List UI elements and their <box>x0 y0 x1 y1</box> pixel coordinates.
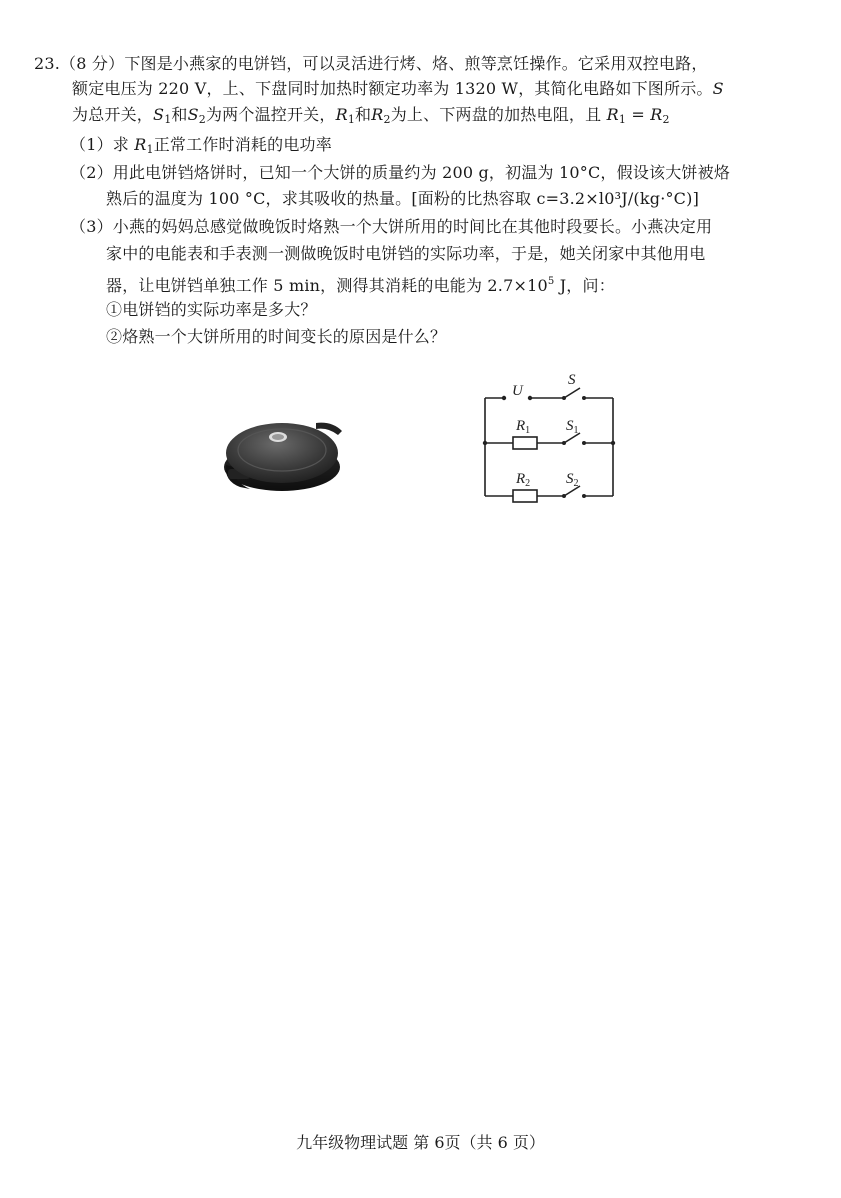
page-footer: 九年级物理试题 第 6页（共 6 页） <box>296 1133 545 1152</box>
part-3-sub-1: ①电饼铛的实际功率是多大？ <box>106 300 317 319</box>
circuit-diagram <box>478 368 623 503</box>
label-S2: $S_2$ <box>566 471 579 489</box>
label-U: U <box>512 383 523 399</box>
switch-pivot-dot <box>562 441 566 445</box>
switch-pivot-dot <box>562 494 566 498</box>
terminal-dot <box>502 396 506 400</box>
part-2-line-2: 熟后的温度为 100 °C，求其吸收的热量。[面粉的比热容取 c=3.2×l0³J/(kg·°C)] <box>106 189 700 208</box>
part-3-line-1: （3）小燕的妈妈总感觉做晚饭时烙熟一个大饼所用的时间比在其他时段要长。小燕决定用 <box>70 217 713 236</box>
label-R2: $R_2$ <box>516 471 531 489</box>
question-stem-line-3: 为总开关，$S_1$和$S_2$为两个温控开关，$R_1$和$R_2$为上、下两盘的加热电阻，且 $R_1 = R_2$ <box>72 105 670 126</box>
question-stem-line-2: 额定电压为 220 V，上、下盘同时加热时额定功率为 1320 W，其简化电路如下图所示。S <box>72 79 724 98</box>
question-number: 23. <box>34 54 61 73</box>
electric-griddle-photo <box>220 395 345 500</box>
switch-contact-dot <box>582 494 586 498</box>
label-S: S <box>568 372 576 388</box>
part-3-sub-2: ②烙熟一个大饼所用的时间变长的原因是什么？ <box>106 327 447 346</box>
part-2-line-1: （2）用此电饼铛烙饼时，已知一个大饼的质量约为 200 g，初温为 10°C，假设该大饼被烙 <box>70 163 731 182</box>
switch-contact-dot <box>582 396 586 400</box>
switch-contact-dot <box>582 441 586 445</box>
switch-pivot-dot <box>562 396 566 400</box>
question-stem-line-1: 23.（8 分）下图是小燕家的电饼铛，可以灵活进行烤、烙、煎等烹饪操作。它采用双控电路， <box>34 54 708 73</box>
part-3-line-3: 器，让电饼铛单独工作 5 min，测得其消耗的电能为 $2.7\times 10^5$ J，问： <box>106 276 615 295</box>
junction-dot <box>611 441 615 445</box>
label-R1: $R_1$ <box>516 418 531 436</box>
terminal-dot <box>528 396 532 400</box>
part-1: （1）求 $R_1$正常工作时消耗的电功率 <box>70 135 332 156</box>
junction-dot <box>483 441 487 445</box>
question-score: （8 分） <box>60 54 125 73</box>
part-3-line-2: 家中的电能表和手表测一测做晚饭时电饼铛的实际功率，于是，她关闭家中其他用电 <box>106 244 706 263</box>
label-S1: $S_1$ <box>566 418 579 436</box>
